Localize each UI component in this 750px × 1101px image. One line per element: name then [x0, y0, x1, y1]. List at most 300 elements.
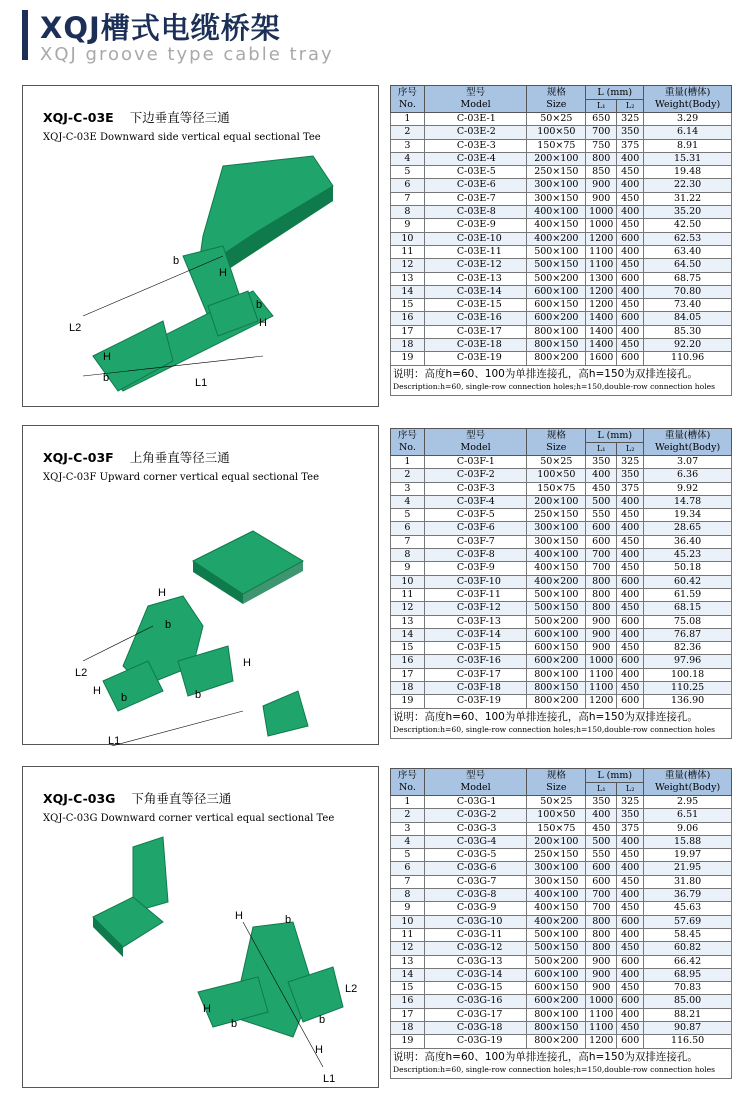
table-cell: 400 — [617, 889, 644, 902]
table-cell: 6 — [391, 179, 425, 192]
table-cell: 7 — [391, 192, 425, 205]
table-cell: 400 — [617, 835, 644, 848]
table-cell: 1000 — [586, 655, 617, 668]
table-cell: C-03G-11 — [424, 928, 527, 941]
table-cell: C-03E-18 — [424, 339, 527, 352]
table-note — [391, 1048, 732, 1078]
table-cell: 16 — [391, 655, 425, 668]
table-cell: C-03E-5 — [424, 166, 527, 179]
table-cell: 1000 — [586, 219, 617, 232]
table-cell: 200×100 — [527, 835, 586, 848]
table-cell: 600 — [617, 615, 644, 628]
table-cell: 1200 — [586, 232, 617, 245]
table-cell: 600 — [617, 575, 644, 588]
table-cell: 600 — [617, 995, 644, 1008]
product-diagram — [23, 486, 378, 750]
table-cell: 400 — [617, 206, 644, 219]
table-cell: 110.25 — [644, 682, 732, 695]
table-cell: 500×100 — [527, 588, 586, 601]
table-cell: C-03E-3 — [424, 139, 527, 152]
table-cell: 1200 — [586, 1035, 617, 1048]
product-diagram — [23, 827, 378, 1091]
product-code — [43, 448, 230, 466]
table-cell: 97.96 — [644, 655, 732, 668]
table-cell: C-03F-6 — [424, 522, 527, 535]
table-row — [391, 152, 732, 165]
table-row — [391, 285, 732, 298]
table-cell: 3.29 — [644, 113, 732, 126]
table-cell: C-03F-18 — [424, 682, 527, 695]
table-cell: 57.69 — [644, 915, 732, 928]
table-cell: 500 — [586, 835, 617, 848]
table-cell: 400×100 — [527, 889, 586, 902]
table-cell: 14 — [391, 968, 425, 981]
page-title: XQJ槽式电缆桥架 — [40, 11, 281, 45]
dim-b-label: b — [256, 299, 263, 311]
table-cell: 17 — [391, 325, 425, 338]
table-cell: 1400 — [586, 339, 617, 352]
table-cell: C-03G-7 — [424, 875, 527, 888]
note-cn: 说明：高度h=60、100为单排连接孔，高h=150为双排连接孔。 — [393, 367, 698, 380]
table-cell: C-03G-10 — [424, 915, 527, 928]
table-cell: 400×200 — [527, 232, 586, 245]
table-cell: 11 — [391, 928, 425, 941]
dim-l1-label: L1 — [323, 1073, 336, 1085]
table-cell: 600 — [617, 655, 644, 668]
table-cell: 6 — [391, 522, 425, 535]
table-cell: C-03E-19 — [424, 352, 527, 365]
table-cell: 600×100 — [527, 285, 586, 298]
table-row — [391, 695, 732, 708]
table-cell: 450 — [617, 1022, 644, 1035]
dim-h-label: H — [93, 685, 101, 697]
table-cell: 8.91 — [644, 139, 732, 152]
table-cell: 600 — [617, 1035, 644, 1048]
note-cn: 说明：高度h=60、100为单排连接孔，高h=150为双排连接孔。 — [393, 1050, 698, 1063]
table-cell: 400 — [617, 495, 644, 508]
table-cell: 600×150 — [527, 982, 586, 995]
table-cell: 19.48 — [644, 166, 732, 179]
table-cell: 62.53 — [644, 232, 732, 245]
table-row — [391, 509, 732, 522]
table-cell: C-03F-16 — [424, 655, 527, 668]
table-row — [391, 822, 732, 835]
table-cell: 42.50 — [644, 219, 732, 232]
table-cell: 325 — [617, 456, 644, 469]
table-cell: C-03G-17 — [424, 1008, 527, 1021]
table-row — [391, 495, 732, 508]
table-cell: C-03F-10 — [424, 575, 527, 588]
table-cell: 1 — [391, 113, 425, 126]
table-cell: 450 — [617, 339, 644, 352]
table-cell: C-03E-11 — [424, 245, 527, 258]
table-cell: 5 — [391, 166, 425, 179]
table-row — [391, 575, 732, 588]
col-no: 序号 No. — [391, 86, 425, 113]
product-name-cn: 下边垂直等径三通 — [129, 110, 230, 125]
table-cell: 375 — [617, 822, 644, 835]
col-l2: L₂ — [617, 100, 644, 113]
table-cell: C-03G-8 — [424, 889, 527, 902]
table-cell: 300×150 — [527, 192, 586, 205]
col-size: 规格 Size — [527, 769, 586, 796]
table-cell: 1100 — [586, 1008, 617, 1021]
table-row — [391, 835, 732, 848]
table-cell: C-03E-2 — [424, 126, 527, 139]
table-cell: 14 — [391, 628, 425, 641]
table-cell: 10 — [391, 575, 425, 588]
table-cell: 110.96 — [644, 352, 732, 365]
table-cell: C-03E-1 — [424, 113, 527, 126]
table-cell: 2 — [391, 469, 425, 482]
table-cell: 800 — [586, 942, 617, 955]
table-cell: 18 — [391, 1022, 425, 1035]
table-row — [391, 955, 732, 968]
diagram-panel — [22, 425, 379, 745]
table-cell: 100×50 — [527, 809, 586, 822]
product-diagram — [23, 146, 378, 410]
table-cell: 600 — [617, 352, 644, 365]
table-cell: 350 — [586, 456, 617, 469]
table-cell: C-03F-4 — [424, 495, 527, 508]
col-l1: L₁ — [586, 783, 617, 796]
table-cell: 600×200 — [527, 312, 586, 325]
table-cell: 450 — [617, 902, 644, 915]
diagram-panel — [22, 85, 379, 407]
table-cell: 61.59 — [644, 588, 732, 601]
table-cell: 350 — [617, 126, 644, 139]
table-cell: 45.23 — [644, 549, 732, 562]
table-cell: 800×200 — [527, 1035, 586, 1048]
table-cell: 450 — [586, 482, 617, 495]
table-cell: 400×150 — [527, 219, 586, 232]
table-cell: 84.05 — [644, 312, 732, 325]
table-cell: 4 — [391, 495, 425, 508]
table-row — [391, 655, 732, 668]
table-cell: C-03G-2 — [424, 809, 527, 822]
table-cell: 800×200 — [527, 695, 586, 708]
table-cell: C-03E-4 — [424, 152, 527, 165]
table-cell: 19.34 — [644, 509, 732, 522]
table-cell: 1100 — [586, 682, 617, 695]
diagram-panel — [22, 766, 379, 1088]
table-cell: 85.30 — [644, 325, 732, 338]
table-cell: 75.08 — [644, 615, 732, 628]
table-cell: 900 — [586, 628, 617, 641]
col-l: L (mm) — [586, 769, 644, 783]
table-cell: C-03G-6 — [424, 862, 527, 875]
table-cell: 450 — [617, 849, 644, 862]
table-cell: 800×150 — [527, 682, 586, 695]
table-cell: 9 — [391, 219, 425, 232]
col-model: 型号 Model — [424, 86, 527, 113]
col-no: 序号 No. — [391, 429, 425, 456]
table-cell: C-03E-8 — [424, 206, 527, 219]
table-cell: 700 — [586, 902, 617, 915]
table-cell: 64.50 — [644, 259, 732, 272]
table-cell: 325 — [617, 113, 644, 126]
table-cell: 15 — [391, 642, 425, 655]
dim-l2-label: L2 — [345, 983, 358, 995]
table-cell: 14.78 — [644, 495, 732, 508]
table-cell: C-03G-14 — [424, 968, 527, 981]
table-cell: 800 — [586, 928, 617, 941]
table-cell: 70.80 — [644, 285, 732, 298]
table-cell: C-03E-14 — [424, 285, 527, 298]
table-cell: 15 — [391, 299, 425, 312]
table-note — [391, 365, 732, 395]
dim-h-label: H — [259, 317, 267, 329]
table-row — [391, 615, 732, 628]
product-name-cn: 上角垂直等径三通 — [129, 450, 230, 465]
table-cell: 19 — [391, 1035, 425, 1048]
table-cell: C-03F-13 — [424, 615, 527, 628]
table-cell: 1 — [391, 796, 425, 809]
table-cell: 600 — [586, 535, 617, 548]
table-cell: 400 — [617, 862, 644, 875]
table-row — [391, 942, 732, 955]
table-cell: 600×100 — [527, 628, 586, 641]
table-row — [391, 166, 732, 179]
table-cell: C-03F-2 — [424, 469, 527, 482]
dim-h-label: H — [203, 1003, 211, 1015]
table-cell: 500 — [586, 495, 617, 508]
table-cell: 3 — [391, 822, 425, 835]
table-cell: 500×150 — [527, 259, 586, 272]
col-l1: L₁ — [586, 443, 617, 456]
table-cell: C-03F-1 — [424, 456, 527, 469]
table-row — [391, 139, 732, 152]
table-cell: 1000 — [586, 206, 617, 219]
table-cell: 60.82 — [644, 942, 732, 955]
table-cell: 19 — [391, 695, 425, 708]
table-cell: 6.51 — [644, 809, 732, 822]
table-cell: 19.97 — [644, 849, 732, 862]
table-cell: 58.45 — [644, 928, 732, 941]
table-row — [391, 325, 732, 338]
table-cell: 900 — [586, 968, 617, 981]
table-cell: 400 — [617, 668, 644, 681]
table-row — [391, 339, 732, 352]
table-row — [391, 628, 732, 641]
dim-h-label: H — [158, 587, 166, 599]
spec-table — [390, 428, 732, 739]
table-cell: 450 — [617, 562, 644, 575]
table-cell: 450 — [617, 602, 644, 615]
table-cell: 36.79 — [644, 889, 732, 902]
table-cell: 250×150 — [527, 166, 586, 179]
table-cell: 1400 — [586, 325, 617, 338]
table-cell: 70.83 — [644, 982, 732, 995]
product-code — [43, 108, 230, 126]
table-cell: 6.36 — [644, 469, 732, 482]
dim-l1-label: L1 — [108, 735, 121, 746]
table-cell: 90.87 — [644, 1022, 732, 1035]
note-cn: 说明：高度h=60、100为单排连接孔，高h=150为双排连接孔。 — [393, 710, 698, 723]
table-row — [391, 1022, 732, 1035]
table-cell: 300×150 — [527, 875, 586, 888]
table-row — [391, 456, 732, 469]
table-row — [391, 902, 732, 915]
table-cell: 600×200 — [527, 655, 586, 668]
table-cell: C-03G-5 — [424, 849, 527, 862]
table-row — [391, 889, 732, 902]
table-cell: 150×75 — [527, 139, 586, 152]
table-cell: 150×75 — [527, 822, 586, 835]
table-cell: 800×100 — [527, 325, 586, 338]
col-size: 规格 Size — [527, 429, 586, 456]
table-cell: 50×25 — [527, 113, 586, 126]
table-row — [391, 192, 732, 205]
table-cell: 600 — [617, 232, 644, 245]
table-cell: C-03G-16 — [424, 995, 527, 1008]
table-row — [391, 549, 732, 562]
dim-h-label: H — [243, 657, 251, 669]
product-name-cn: 下角垂直等径三通 — [131, 791, 232, 806]
col-l2: L₂ — [617, 443, 644, 456]
col-model: 型号 Model — [424, 429, 527, 456]
table-cell: 73.40 — [644, 299, 732, 312]
header-accent-bar — [22, 10, 28, 60]
table-cell: 68.75 — [644, 272, 732, 285]
table-cell: 450 — [617, 259, 644, 272]
table-cell: 14 — [391, 285, 425, 298]
table-cell: 13 — [391, 955, 425, 968]
table-cell: 450 — [617, 509, 644, 522]
dim-b-label: b — [173, 255, 180, 267]
table-cell: 550 — [586, 849, 617, 862]
table-cell: 900 — [586, 982, 617, 995]
table-cell: 550 — [586, 509, 617, 522]
product-name-en: XQJ-C-03E Downward side vertical equal sectional Tee — [43, 132, 321, 143]
table-cell: C-03E-16 — [424, 312, 527, 325]
table-cell: C-03F-19 — [424, 695, 527, 708]
table-cell: 50×25 — [527, 796, 586, 809]
col-model: 型号 Model — [424, 769, 527, 796]
table-cell: 350 — [617, 809, 644, 822]
product-name-en: XQJ-C-03F Upward corner vertical equal sectional Tee — [43, 472, 320, 483]
table-cell: 500×200 — [527, 955, 586, 968]
table-cell: 3 — [391, 482, 425, 495]
table-cell: 15 — [391, 982, 425, 995]
table-cell: 500×150 — [527, 602, 586, 615]
table-row — [391, 482, 732, 495]
col-weight: 重量(槽体) Weight(Body) — [644, 429, 732, 456]
table-cell: 1100 — [586, 668, 617, 681]
table-row — [391, 232, 732, 245]
dim-h-label: H — [235, 910, 243, 922]
spec-table-wrap — [390, 85, 732, 396]
table-cell: 375 — [617, 139, 644, 152]
table-cell: 900 — [586, 192, 617, 205]
table-cell: 600×150 — [527, 642, 586, 655]
table-cell: 3 — [391, 139, 425, 152]
table-cell: 9.92 — [644, 482, 732, 495]
product-name-en: XQJ-C-03G Downward corner vertical equal sectional Tee — [43, 813, 335, 824]
col-l: L (mm) — [586, 429, 644, 443]
table-cell: 500×100 — [527, 245, 586, 258]
table-cell: 50.18 — [644, 562, 732, 575]
table-row — [391, 299, 732, 312]
table-cell: 100×50 — [527, 126, 586, 139]
table-cell: 31.22 — [644, 192, 732, 205]
table-cell: 450 — [617, 219, 644, 232]
table-row — [391, 245, 732, 258]
table-row — [391, 562, 732, 575]
table-cell: 400 — [617, 928, 644, 941]
table-cell: 11 — [391, 245, 425, 258]
table-cell: 900 — [586, 179, 617, 192]
dim-b-label: b — [195, 689, 202, 701]
table-cell: 600 — [586, 875, 617, 888]
table-cell: 17 — [391, 668, 425, 681]
table-cell: 13 — [391, 272, 425, 285]
table-row — [391, 642, 732, 655]
table-cell: 45.63 — [644, 902, 732, 915]
table-cell: 11 — [391, 588, 425, 601]
table-row — [391, 682, 732, 695]
table-cell: 15.88 — [644, 835, 732, 848]
table-cell: 400 — [617, 968, 644, 981]
table-cell: C-03G-12 — [424, 942, 527, 955]
table-cell: 1100 — [586, 1022, 617, 1035]
table-cell: 600×150 — [527, 299, 586, 312]
table-cell: C-03F-8 — [424, 549, 527, 562]
table-cell: 400×100 — [527, 549, 586, 562]
table-cell: 400 — [586, 809, 617, 822]
table-row — [391, 588, 732, 601]
table-cell: C-03F-9 — [424, 562, 527, 575]
table-cell: 450 — [617, 192, 644, 205]
dim-l2-label: L2 — [75, 667, 88, 679]
table-cell: 10 — [391, 915, 425, 928]
table-cell: 100.18 — [644, 668, 732, 681]
dim-b-label: b — [285, 914, 292, 926]
table-cell: 400 — [617, 628, 644, 641]
table-cell: C-03E-13 — [424, 272, 527, 285]
table-cell: 400×100 — [527, 206, 586, 219]
table-cell: 650 — [586, 113, 617, 126]
table-row — [391, 982, 732, 995]
table-cell: 21.95 — [644, 862, 732, 875]
table-row — [391, 1008, 732, 1021]
table-cell: 900 — [586, 615, 617, 628]
table-cell: 82.36 — [644, 642, 732, 655]
table-cell: C-03G-13 — [424, 955, 527, 968]
col-l1: L₁ — [586, 100, 617, 113]
table-row — [391, 862, 732, 875]
table-cell: 250×150 — [527, 849, 586, 862]
dim-b-label: b — [103, 372, 110, 384]
table-cell: 400 — [586, 469, 617, 482]
table-row — [391, 928, 732, 941]
table-cell: 6 — [391, 862, 425, 875]
table-cell: 600×100 — [527, 968, 586, 981]
table-cell: 600 — [617, 915, 644, 928]
table-cell: 600 — [617, 312, 644, 325]
table-cell: 68.15 — [644, 602, 732, 615]
table-cell: 2.95 — [644, 796, 732, 809]
table-cell: 5 — [391, 849, 425, 862]
table-row — [391, 602, 732, 615]
product-code — [43, 789, 231, 807]
table-cell: 800 — [586, 152, 617, 165]
table-cell: 66.42 — [644, 955, 732, 968]
table-cell: C-03G-1 — [424, 796, 527, 809]
table-cell: 10 — [391, 232, 425, 245]
table-row — [391, 312, 732, 325]
table-cell: 12 — [391, 942, 425, 955]
